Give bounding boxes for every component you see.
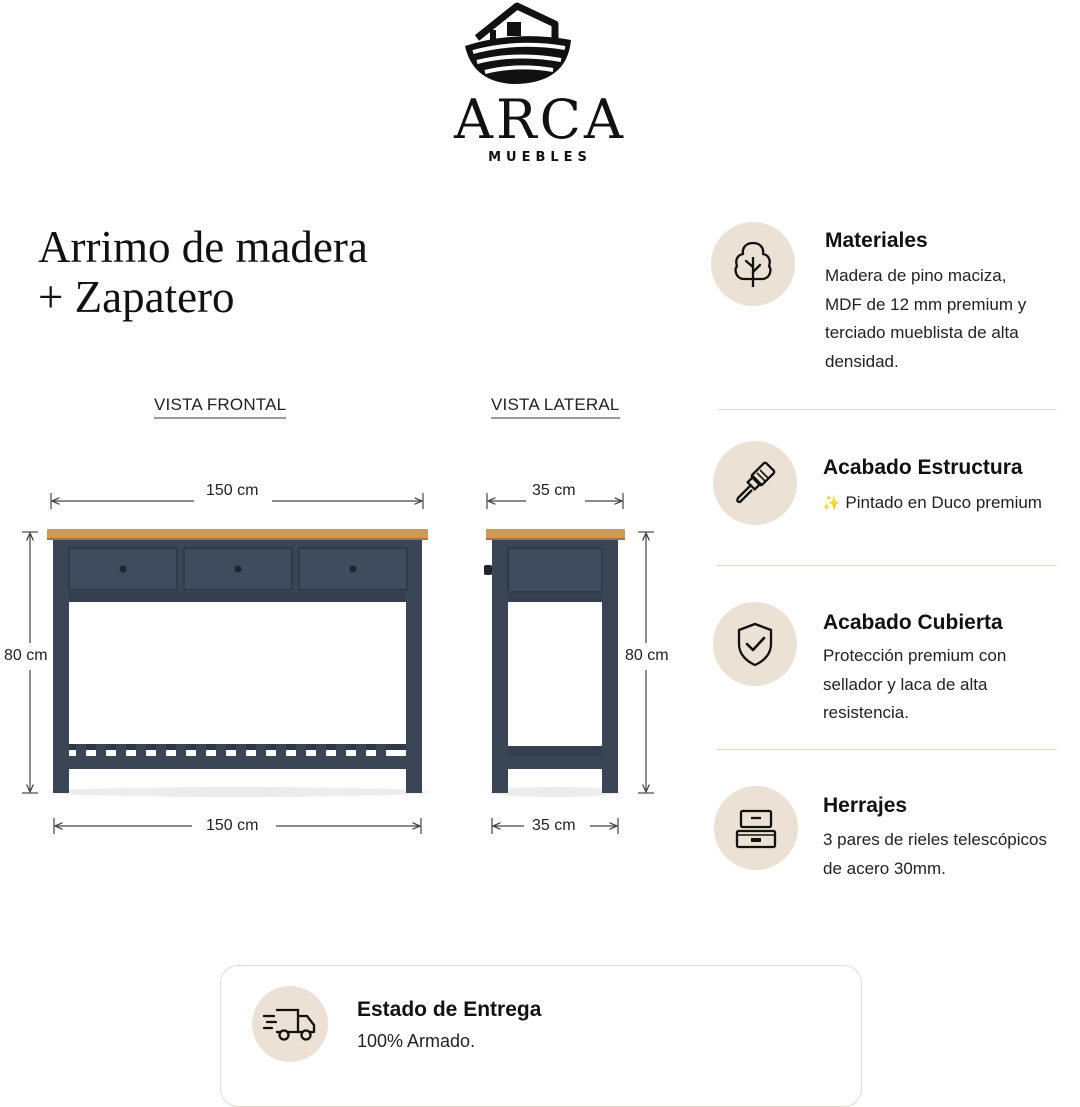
feature-cover-icon-badge [713,602,797,686]
drawers-icon [733,805,779,851]
front-width-top-label: 150 cm [206,482,259,499]
feature-hardware-title: Herrajes [823,794,908,817]
feature-materials-icon-badge [711,222,795,306]
delivery-truck-icon [262,1004,318,1044]
delivery-description: 100% Armado. [357,1031,476,1051]
product-title-line2: + Zapatero [38,272,235,322]
front-width-bottom-label: 150 cm [206,817,259,834]
side-view-label: VISTA LATERAL [491,395,620,419]
brand-tagline: MUEBLES [488,150,592,165]
front-view-label: VISTA FRONTAL [154,395,286,419]
side-height-label: 80 cm [625,647,669,664]
feature-structure-icon-badge [713,441,797,525]
feature-materials-description: Madera de pino maciza, MDF de 12 mm premium y terciado mueblista de alta densidad. [825,266,1027,371]
feature-cover-title: Acabado Cubierta [823,611,1003,634]
sparkle-icon: ✨ [822,495,841,512]
feature-structure-title: Acabado Estructura [823,456,1023,479]
side-view-console [484,529,625,797]
feature-divider [717,409,1057,410]
tree-icon [731,239,775,289]
brand-name: ARCA [454,88,626,151]
delivery-icon-badge [252,986,328,1062]
front-view-console [47,529,428,797]
feature-hardware-icon-badge [714,786,798,870]
shield-check-icon [733,620,777,668]
side-depth-top-label: 35 cm [532,482,576,499]
feature-divider [717,565,1057,566]
delivery-title: Estado de Entrega [357,998,542,1021]
paintbrush-icon [732,460,778,506]
feature-cover-description: Protección premium con sellador y laca de alta resistencia. [823,646,1007,722]
feature-materials-title: Materiales [825,229,928,252]
side-depth-bottom-label: 35 cm [532,817,576,834]
feature-structure-description: ✨ Pintado en Duco premium [822,493,1042,512]
front-height-label: 80 cm [4,647,48,664]
feature-hardware-description: 3 pares de rieles telescópicos de acero 30mm. [823,830,1047,878]
feature-divider [717,749,1057,750]
product-title-line1: Arrimo de madera [38,222,368,272]
